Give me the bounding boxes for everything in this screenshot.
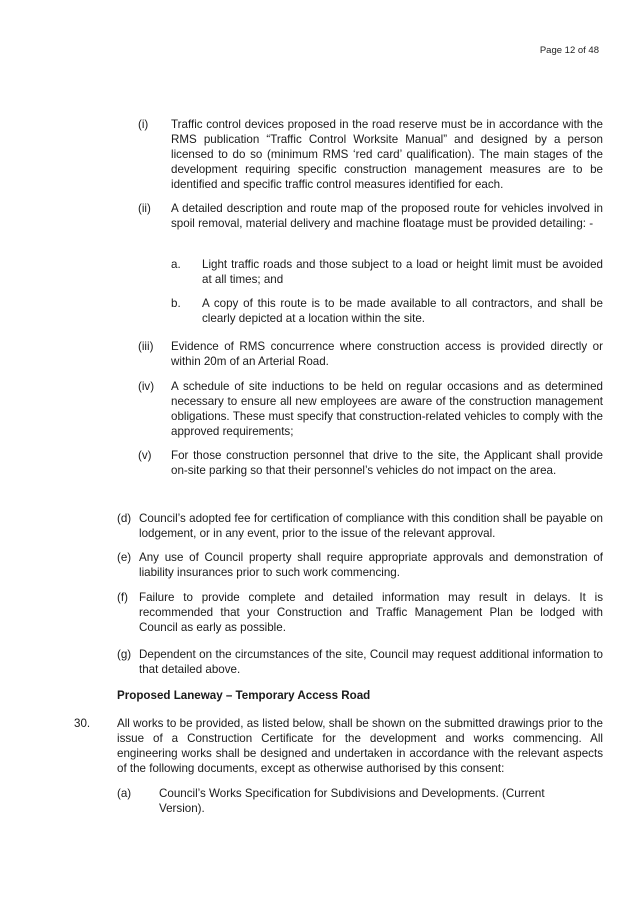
item-text-iii: Evidence of RMS concurrence where construction access is provided directly or within 20m of an Arterial Road.: [171, 340, 603, 368]
item-text-ii: A detailed description and route map of the proposed route for vehicles involved in spoil removal, material delivery and machine floatage must be provided detailing: -: [171, 202, 603, 230]
item-text-d: Council’s adopted fee for certification of compliance with this condition shall be payable on lodgement, or in any event, prior to the issue of the relevant approval.: [139, 512, 603, 540]
condition-text: All works to be provided, as listed below, shall be shown on the submitted drawings prior to the issue of a Construction Certificate for the development and works commencing. All engineering works shall be designed and undertaken in accordance with the relevant aspects of the following documents, except as otherwise authorised by this consent:: [117, 717, 603, 775]
item-text-g: Dependent on the circumstances of the site, Council may request additional information to that detailed above.: [139, 648, 603, 676]
item-label-ii: (ii): [138, 202, 151, 215]
item-label-i: (i): [138, 118, 149, 131]
item-label-v: (v): [138, 449, 152, 462]
item-label-e: (e): [117, 551, 132, 564]
item-label-g: (g): [117, 648, 132, 661]
section-heading: Proposed Laneway – Temporary Access Road: [117, 689, 371, 702]
sub-item-text-b: A copy of this route is to be made available to all contractors, and shall be clearly depicted at a location within the site.: [202, 297, 603, 325]
condition-number: 30.: [74, 717, 91, 730]
page-number: Page 12 of 48: [539, 45, 599, 56]
sub-item-label-a: a.: [171, 258, 181, 271]
item-label-d: (d): [117, 512, 132, 525]
item-label-iv: (iv): [138, 380, 155, 393]
item-text-v: For those construction personnel that drive to the site, the Applicant shall provide on-site parking so that their personnel’s vehicles do not impact on the area.: [171, 449, 603, 477]
item-text-f: Failure to provide complete and detailed information may result in delays. It is recommended that your Construction and Traffic Management Plan be lodged with Council as early as possible.: [139, 591, 603, 634]
condition-item-label-a: (a): [117, 787, 132, 800]
item-text-iv: A schedule of site inductions to be held on regular occasions and as determined necessary to ensure all new employees are aware of the construction management obligations. These must specify that construction-related vehicles to comply with the approved requirements;: [171, 380, 603, 438]
item-label-f: (f): [117, 591, 128, 604]
item-text-e: Any use of Council property shall require appropriate approvals and demonstration of liability insurances prior to such work commencing.: [139, 551, 603, 579]
condition-item-text-a: Council’s Works Specification for Subdivisions and Developments. (Current Version).: [159, 787, 545, 815]
item-text-i: Traffic control devices proposed in the road reserve must be in accordance with the RMS publication “Traffic Control Worksite Manual” and designed by a person licensed to do so (minimum RMS ‘red card’ qualification). The main stages of the development requiring specific construction management measures are to be identified and specific traffic control measures identified for each.: [171, 118, 603, 191]
sub-item-label-b: b.: [171, 297, 181, 310]
sub-item-text-a: Light traffic roads and those subject to a load or height limit must be avoided at all times; and: [202, 258, 603, 286]
item-label-iii: (iii): [138, 340, 154, 353]
